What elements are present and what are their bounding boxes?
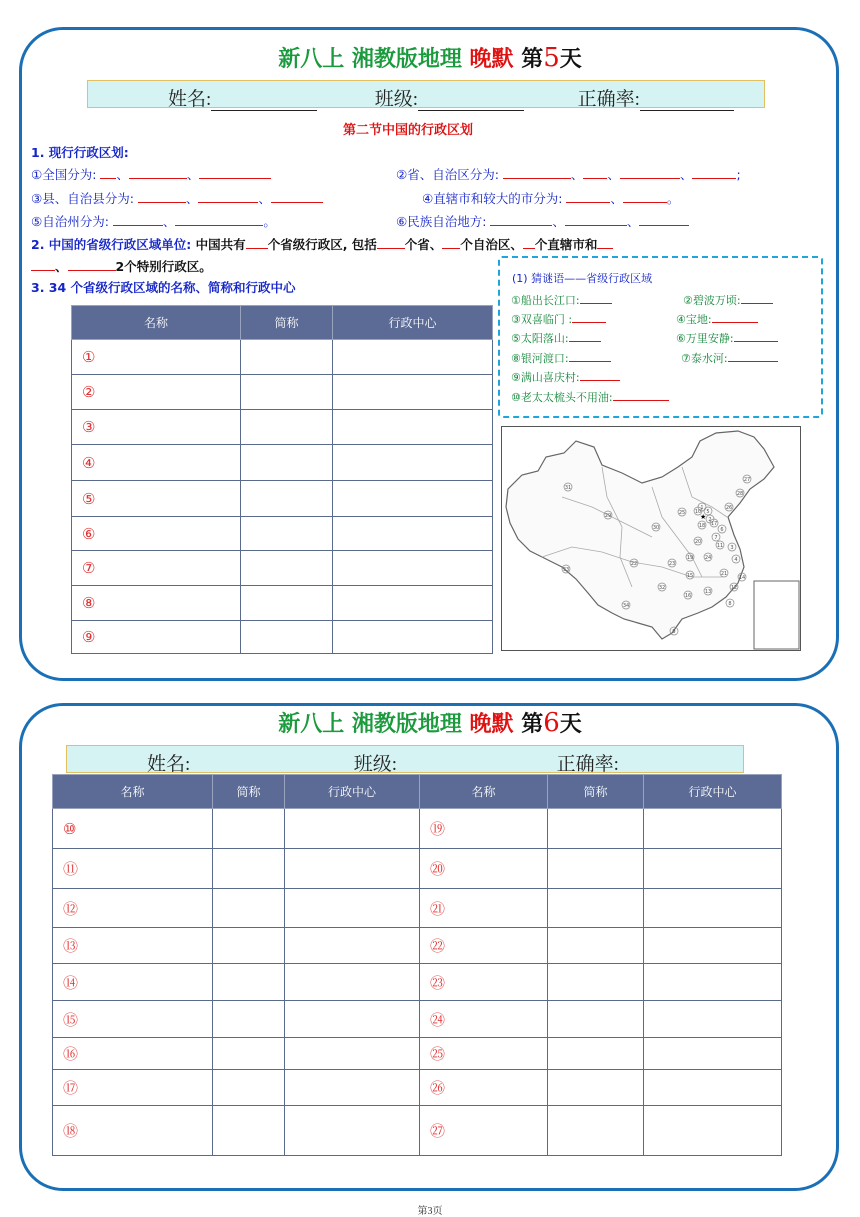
riddle-10: ⑩老太太梳头不用油:	[511, 389, 669, 405]
table-row: ⑳	[420, 849, 548, 889]
svg-text:25: 25	[678, 510, 686, 516]
q2: 2. 中国的省级行政区域单位: 中国共有 个省级行政区, 包括 个省、 个自治区、 个直辖市和	[31, 235, 613, 253]
table-row: ⑦	[72, 551, 241, 586]
svg-text:33: 33	[562, 567, 570, 573]
svg-text:8: 8	[728, 601, 732, 607]
svg-text:9: 9	[672, 629, 676, 635]
riddle-6: ⑥万里安静:	[676, 330, 778, 346]
svg-text:23: 23	[668, 561, 676, 567]
section-title: 第二节中国的行政区划	[343, 123, 474, 138]
svg-text:2: 2	[708, 517, 712, 523]
table-row: ⑥	[72, 517, 241, 551]
riddle-5: ⑤太阳落山:	[511, 330, 601, 346]
svg-text:31: 31	[564, 485, 572, 491]
table-row: ⑩	[53, 809, 213, 849]
q1-5: ⑤自治州分为: 、 。	[31, 214, 276, 229]
table-row: ⑪	[53, 849, 213, 889]
table-row: ㉓	[420, 964, 548, 1001]
svg-text:★: ★	[700, 513, 707, 521]
accuracy-label: 正确率:	[577, 89, 640, 110]
svg-text:13: 13	[704, 589, 712, 595]
table-row: ㉖	[420, 1070, 548, 1106]
table-row: ④	[72, 445, 241, 481]
page-footer: 第3页	[417, 1206, 443, 1217]
svg-text:21: 21	[720, 571, 728, 577]
svg-text:3: 3	[730, 545, 734, 551]
svg-text:20: 20	[694, 539, 702, 545]
riddle-1: ①船出长江口:	[511, 292, 612, 308]
q2-line2: 、 2个特别行政区。	[31, 257, 212, 275]
svg-text:17: 17	[710, 521, 718, 527]
svg-text:4: 4	[734, 557, 738, 563]
svg-text:18: 18	[698, 523, 706, 529]
page2-name-bar	[66, 745, 744, 773]
svg-text:19: 19	[686, 555, 694, 561]
name-blank[interactable]	[211, 92, 317, 111]
page1-title: 新八上 湘教版地理 晚默 第5天	[278, 43, 582, 73]
provinces-table-1	[71, 305, 493, 654]
riddle-4: ④宝地:	[676, 311, 758, 327]
riddle-2: ②碧波万顷:	[683, 292, 773, 308]
q3: 3. 34 个省级行政区域的名称、简称和行政中心	[31, 280, 296, 295]
col-abbr: 简称	[241, 306, 333, 340]
svg-text:22: 22	[630, 561, 638, 567]
name-label: 姓名:	[168, 89, 212, 110]
riddle-3: ③双喜临门 :	[511, 311, 606, 327]
table-row: ①	[72, 340, 241, 375]
table-row: ⑧	[72, 586, 241, 621]
svg-text:29: 29	[604, 513, 612, 519]
riddle-7: ⑦泰水河:	[681, 350, 778, 366]
page2-title: 新八上 湘教版地理 晚默 第6天	[278, 708, 582, 738]
table-row: ⑯	[53, 1038, 213, 1070]
table-row: ⑨	[72, 621, 241, 654]
svg-text:26: 26	[725, 505, 733, 511]
q1-2: ②省、自治区分为: 、 、 、 ;	[396, 167, 741, 182]
q1-3: ③县、自治县分为: 、 、	[31, 189, 323, 207]
svg-text:5: 5	[706, 509, 710, 515]
name-label: 姓名:	[147, 754, 191, 775]
svg-text:24: 24	[704, 555, 712, 561]
accuracy-label: 正确率:	[556, 754, 619, 775]
svg-text:16: 16	[684, 593, 692, 599]
page1-name-bar	[87, 80, 765, 108]
table-row: ㉒	[420, 928, 548, 964]
q1-1: ①全国分为: 、 、	[31, 165, 271, 183]
svg-text:15: 15	[686, 573, 694, 579]
svg-text:30: 30	[652, 525, 660, 531]
table-row: ⑱	[53, 1106, 213, 1156]
class-label: 班级:	[374, 89, 419, 110]
table-row: ㉔	[420, 1001, 548, 1038]
class-label: 班级:	[353, 754, 398, 775]
table-row: ②	[72, 375, 241, 410]
svg-text:12: 12	[730, 585, 738, 591]
svg-text:10: 10	[694, 509, 702, 515]
svg-text:11: 11	[716, 543, 724, 549]
table-row: ⑰	[53, 1070, 213, 1106]
svg-text:28: 28	[736, 491, 744, 497]
table-row: ㉕	[420, 1038, 548, 1070]
svg-text:34: 34	[622, 603, 630, 609]
svg-text:6: 6	[720, 527, 724, 533]
riddle-8: ⑧银河渡口:	[511, 350, 611, 366]
table-row: ⑲	[420, 809, 548, 849]
svg-text:32: 32	[658, 585, 666, 591]
china-map-outline	[502, 427, 800, 650]
table-row: ③	[72, 410, 241, 445]
accuracy-blank[interactable]	[640, 92, 734, 111]
class-blank[interactable]	[418, 92, 524, 111]
q1-heading: 1. 现行行政区划:	[31, 145, 129, 160]
svg-text:1: 1	[700, 505, 704, 511]
q1-6: ⑥民族自治地方: 、 、	[396, 212, 689, 230]
svg-text:27: 27	[743, 477, 751, 483]
svg-text:7: 7	[714, 535, 718, 541]
provinces-table-2: 名称 简称 行政中心 名称 简称 行政中心 ⑩ ⑲ ⑪ ⑳ ⑫ ㉑ ⑬ ㉒ ⑭ ㉓ ⑮ ㉔ ⑯ ㉕ ⑰ ㉖ ⑱ ㉗	[52, 774, 782, 1156]
table-row: ㉑	[420, 889, 548, 928]
svg-text:14: 14	[738, 575, 746, 581]
q1-4: ④直辖市和较大的市分为: 、 。	[422, 191, 680, 206]
table-row: ⑬	[53, 928, 213, 964]
table-row: ⑤	[72, 481, 241, 517]
riddle-title: (1) 猜谜语——省级行政区域	[512, 272, 653, 285]
col-capital: 行政中心	[333, 306, 493, 340]
table-row: ⑮	[53, 1001, 213, 1038]
table-row: ⑫	[53, 889, 213, 928]
table-row: ⑭	[53, 964, 213, 1001]
table-row: ㉗	[420, 1106, 548, 1156]
china-map	[501, 426, 801, 651]
col-name: 名称	[72, 306, 241, 340]
riddle-9: ⑨满山喜庆村:	[511, 369, 620, 385]
